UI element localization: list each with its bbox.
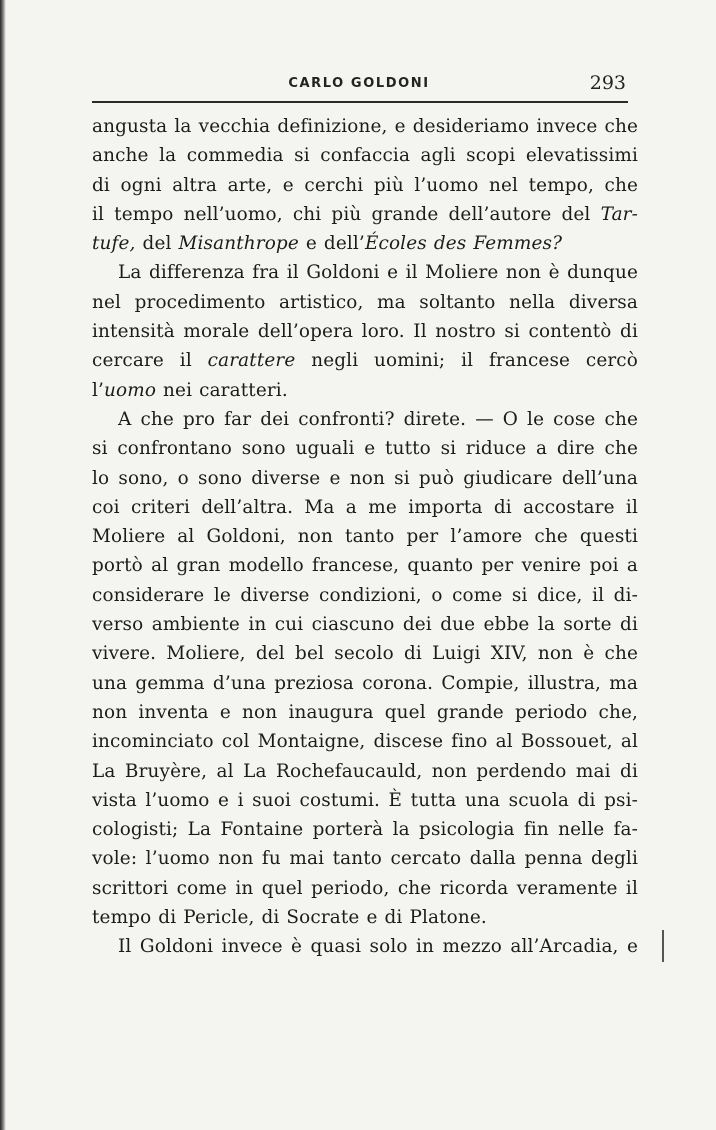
running-title: CARLO GOLDONI [288,76,430,91]
text-segment: angusta la vecchia definizione, e desideriamo invece che [92,116,638,137]
text-line [92,727,638,756]
text-line [92,258,638,287]
text-segment: vole: l’uomo non fu mai tanto cercato dalla penna degli [92,848,638,870]
text-segment: lo sono, o sono diverse e non si può giudicare dell’una [92,467,638,489]
text-line [92,932,638,961]
text-line [92,112,638,141]
text-line [92,171,638,200]
text-line [92,229,638,258]
text-line [92,610,638,639]
text-line [92,903,638,932]
body-text [92,112,638,962]
page-number: 293 [589,72,626,94]
text-line [92,464,638,493]
text-line [92,405,638,434]
text-segment: considerare le diverse condizioni, o come si dice, il di- [92,584,638,606]
italic-text: Misanthrope [178,233,299,255]
text-segment: una gemma d’una preziosa corona. Compie, illustra, ma [92,672,638,694]
running-head [92,72,626,100]
text-line [92,874,638,903]
italic-text: carattere [207,350,296,372]
text-segment: si confrontano sono uguali e tutto si riduce a dire che [92,438,638,460]
text-line [92,639,638,668]
text-segment: Il Goldoni invece è quasi solo in mezzo all’Arcadia, e [118,936,638,958]
text-segment: anche la commedia si confaccia agli scopi elevatissimi [92,145,638,167]
text-segment: La Bruyère, al La Rochefaucauld, non perdendo mai di [92,760,638,782]
text-segment: nel procedimento artistico, ma soltanto nella diversa [92,291,638,313]
text-line [92,581,638,610]
text-line [92,346,638,375]
text-segment: vivere. Moliere, del bel secolo di Luigi XIV, non è che [92,643,638,665]
text-line [92,698,638,727]
text-segment: e dell’ [298,233,365,255]
text-line [92,141,638,170]
text-line [92,434,638,463]
text-line [92,288,638,317]
text-line [92,757,638,786]
text-line [92,669,638,698]
text-segment: negli uomini; il francese cercò [295,350,638,372]
text-segment: A che pro far dei confronti? direte. — O le cose che [118,408,638,430]
text-line [92,493,638,522]
page-edge-shadow [0,0,6,1130]
text-segment: coi criteri dell’altra. Ma a me importa di accostare il [92,496,638,518]
text-segment: tempo di Pericle, di Socrate e di Platone. [92,907,487,929]
text-segment: intensità morale dell’opera loro. Il nostro si contentò di [92,321,638,343]
text-segment: scrittori come in quel periodo, che ricorda veramente il [92,877,638,899]
text-line [92,317,638,346]
text-line [92,815,638,844]
text-segment: il tempo nell’uomo, chi più grande dell’autore del [92,203,601,225]
text-segment: l’ [92,379,105,401]
margin-mark [662,930,664,962]
italic-text: uomo [104,379,157,401]
text-segment: cercare il [92,350,208,372]
text-segment: incominciato col Montaigne, discese fino al Bossouet, al [92,731,638,753]
text-segment: verso ambiente in cui ciascuno dei due ebbe la sorte di [92,614,638,636]
text-line [92,551,638,580]
text-line [92,376,638,405]
text-segment: Moliere al Goldoni, non tanto per l’amore che questi [92,526,638,548]
text-segment: vista l’uomo e i suoi costumi. È tutta una scuola di psi- [92,789,638,811]
italic-text: Tar- [600,203,638,225]
header-rule [92,101,628,103]
text-line [92,200,638,229]
italic-text: tufe, [92,233,136,255]
text-segment: portò al gran modello francese, quanto per venire poi a [92,555,638,577]
text-segment: non inventa e non inaugura quel grande periodo che, [92,701,638,723]
text-segment: del [135,233,179,255]
italic-text: Écoles des Femmes? [364,233,563,255]
text-segment: nei caratteri. [156,379,288,401]
text-segment: La differenza fra il Goldoni e il Moliere non è dunque [118,262,638,284]
text-line [92,786,638,815]
text-segment: cologisti; La Fontaine porterà la psicologia fin nelle fa- [92,819,638,841]
text-line [92,522,638,551]
text-line [92,844,638,873]
text-segment: di ogni altra arte, e cerchi più l’uomo nel tempo, che [92,174,638,196]
